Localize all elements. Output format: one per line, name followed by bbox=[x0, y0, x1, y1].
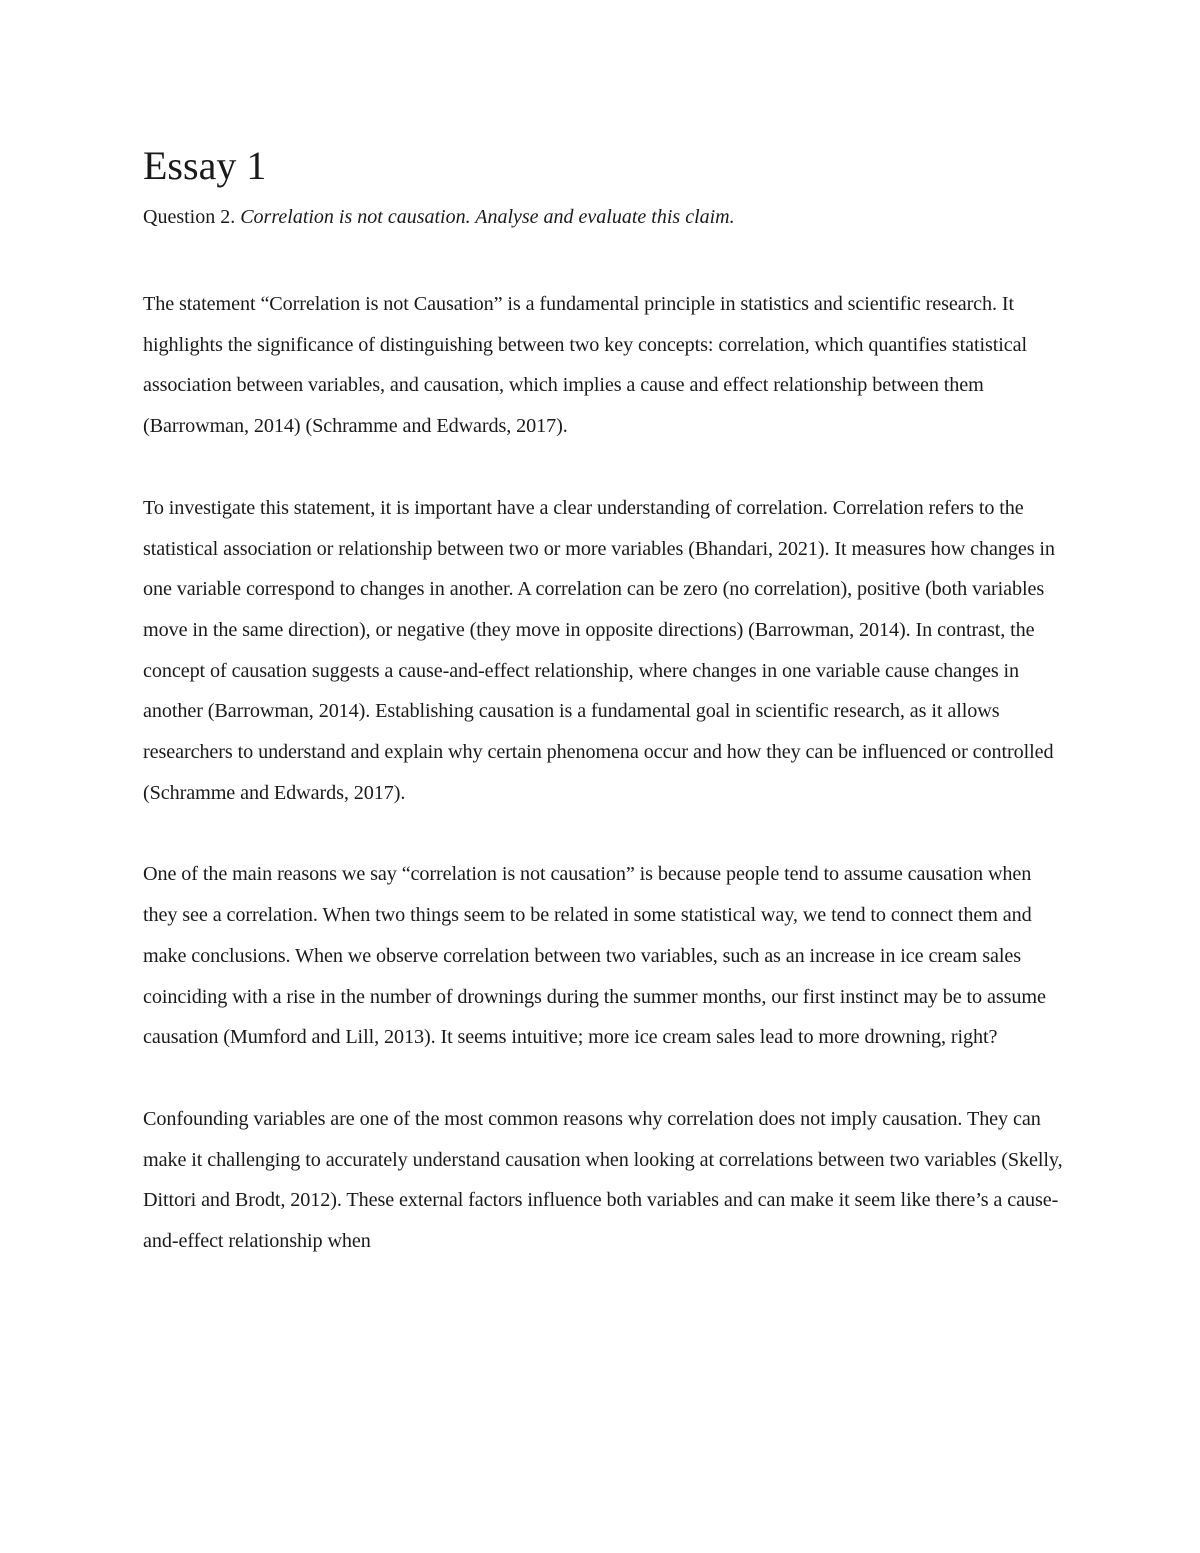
question-line bbox=[143, 202, 1063, 232]
question-text: Correlation is not causation. Analyse and evaluate this claim. bbox=[240, 206, 735, 228]
paragraph-intro: The statement “Correlation is not Causation” is a fundamental principle in statistics and scientific research. It highlights the significance of distinguishing between two key concepts: correlation, which quantifies statistical association between variables, and causation, which implies a cause and effect relationship between them (Barrowman, 2014) (Schramme and Edwards, 2017). bbox=[143, 293, 1028, 438]
paragraph-confounding-variables: Confounding variables are one of the most common reasons why correlation does not imply causation. They can make it challenging to accurately understand causation when looking at correlations between two variables (Skelly, Dittori and Brodt, 2012). These external factors influence both variables and can make it seem like there’s a cause-and-effect relationship when bbox=[143, 1107, 1063, 1253]
document-body bbox=[143, 140, 1063, 1303]
essay-title: Essay 1 bbox=[143, 143, 267, 188]
paragraph-assumed-causation: One of the main reasons we say “correlation is not causation” is because people tend to assume causation when they see a correlation. When two things seem to be related in some statistical way, we tend to connect them and make conclusions. When we observe correlation between two variables, such as an increase in ice cream sales coinciding with a rise in the number of drownings during the summer months, our first instinct may be to assume causation (Mumford and Lill, 2013). It seems intuitive; more ice cream sales lead to more drowning, right? bbox=[143, 863, 1046, 1049]
question-label: Question 2. bbox=[143, 206, 241, 228]
paragraph-correlation-definition: To investigate this statement, it is important have a clear understanding of correlation. Correlation refers to the statistical association or relationship between two or more variables (Bhandari, 2021). It measures how changes in one variable correspond to changes in another. A correlation can be zero (no correlation), positive (both variables move in the same direction), or negative (they move in opposite directions) (Barrowman, 2014). In contrast, the concept of causation suggests a cause-and-effect relationship, where changes in one variable cause changes in another (Barrowman, 2014). Establishing causation is a fundamental goal in scientific research, as it allows researchers to understand and explain why certain phenomena occur and how they can be influenced or controlled (Schramme and Edwards, 2017). bbox=[143, 496, 1055, 804]
